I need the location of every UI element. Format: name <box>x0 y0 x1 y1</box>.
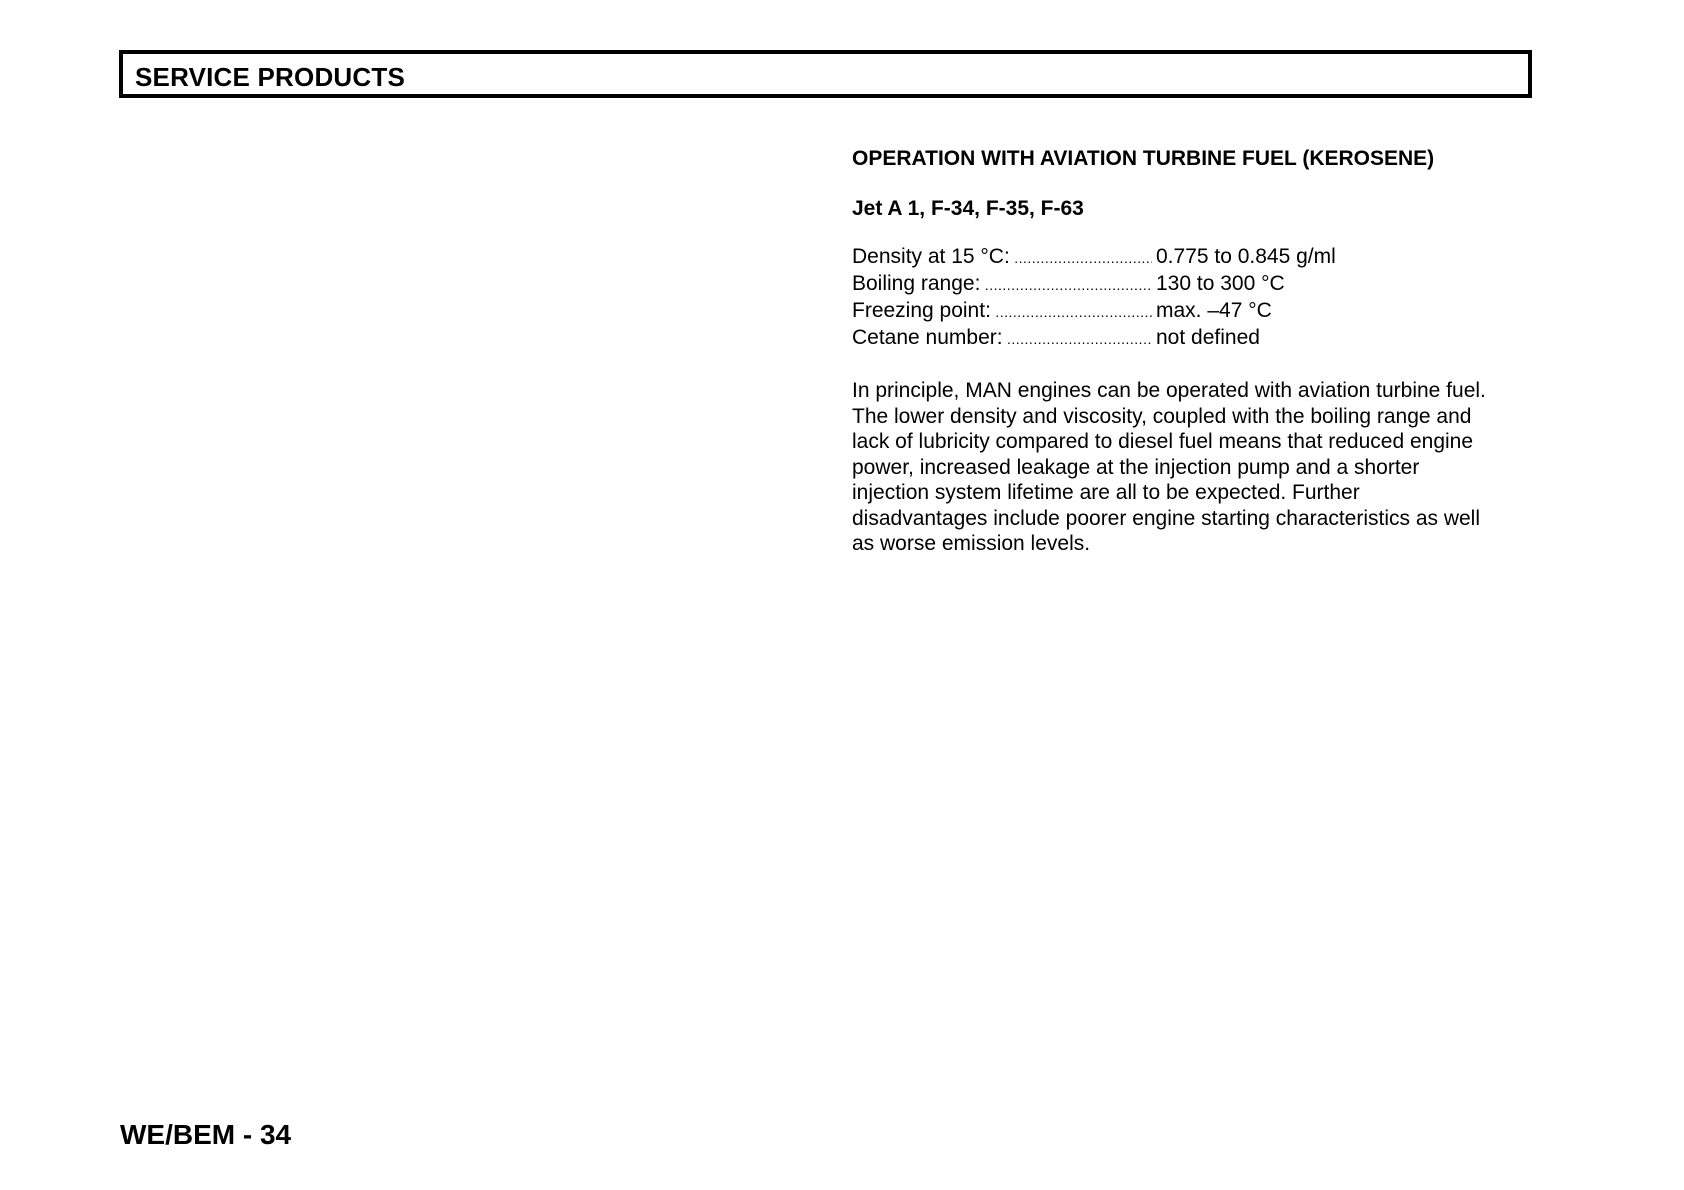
spec-label: Density at 15 °C: ..... <box>852 244 1152 271</box>
content-column <box>852 146 1492 557</box>
spec-row-boiling-range <box>852 271 1492 298</box>
spec-value: max. –47 °C <box>1156 299 1272 322</box>
spec-label: Freezing point: ..... <box>852 298 1152 325</box>
page-footer-label: WE/BEM - 34 <box>120 1119 292 1150</box>
spec-value: 130 to 300 °C <box>1156 272 1285 295</box>
header-box <box>119 50 1532 98</box>
spec-label: Cetane number: ..... <box>852 325 1152 352</box>
page-header-title: SERVICE PRODUCTS <box>135 62 405 92</box>
body-paragraph: In principle, MAN engines can be operated with aviation turbine fuel. The lower density and viscosity, coupled with the boiling range and lack of lubricity compared to diesel fuel means that reduced engine power, increased leakage at the injection pump and a shorter injection system lifetime are all to be expected. Further disadvantages include poorer engine starting characteristics as well as worse emission levels. <box>852 379 1486 555</box>
spec-row-freezing-point <box>852 298 1492 325</box>
spec-row-cetane-number <box>852 325 1492 352</box>
spec-value: not defined <box>1156 326 1260 349</box>
spec-list <box>852 244 1492 352</box>
spec-label: Boiling range: ..... <box>852 271 1152 298</box>
section-heading: OPERATION WITH AVIATION TURBINE FUEL (KEROSENE) <box>852 147 1435 170</box>
spec-row-density <box>852 244 1492 271</box>
fuel-types-subheading: Jet A 1, F-34, F-35, F-63 <box>852 197 1084 220</box>
spec-value: 0.775 to 0.845 g/ml <box>1156 245 1336 268</box>
